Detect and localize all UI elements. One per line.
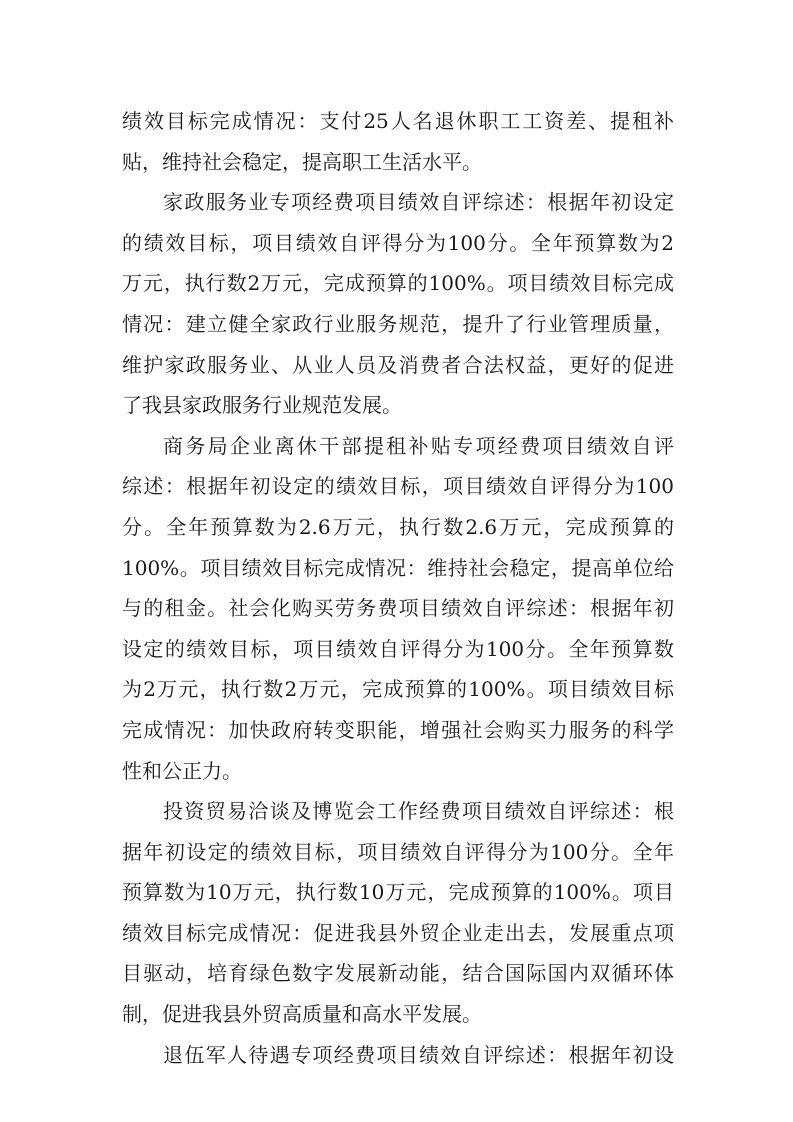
text-line: 绩效目标完成情况：支付25人名退休职工工资差、提租补	[122, 109, 674, 133]
text-line: 制，促进我县外贸高质量和高水平发展。	[122, 1002, 482, 1027]
text-line: 为2万元，执行数2万元，完成预算的100%。项目绩效目标	[122, 677, 674, 702]
text-line: 分。全年预算数为2.6万元，执行数2.6万元，完成预算的	[122, 514, 674, 539]
text-line: 性和公正力。	[122, 758, 242, 783]
text-line: 贴，维持社会稳定，提高职工生活水平。	[122, 149, 482, 174]
text-line: 退伍军人待遇专项经费项目绩效自评综述：根据年初设	[163, 1042, 674, 1067]
text-line: 100%。项目绩效目标完成情况：维持社会稳定，提高单位给	[122, 555, 674, 580]
text-line: 完成情况：加快政府转变职能，增强社会购买力服务的科学	[122, 717, 674, 742]
text-line: 家政服务业专项经费项目绩效自评综述：根据年初设定	[163, 190, 674, 215]
text-line: 维护家政服务业、从业人员及消费者合法权益，更好的促进	[122, 352, 674, 377]
text-line: 投资贸易洽谈及博览会工作经费项目绩效自评综述：根	[163, 799, 674, 824]
text-line: 目驱动，培育绿色数字发展新动能，结合国际国内双循环体	[122, 961, 674, 986]
text-line: 综述：根据年初设定的绩效目标，项目绩效自评得分为100	[122, 474, 674, 499]
text-line: 情况：建立健全家政行业服务规范，提升了行业管理质量，	[122, 311, 674, 336]
text-line: 了我县家政服务行业规范发展。	[122, 393, 402, 418]
text-line: 据年初设定的绩效目标，项目绩效自评得分为100分。全年	[122, 839, 674, 864]
text-line: 与的租金。社会化购买劳务费项目绩效自评综述：根据年初	[122, 596, 674, 621]
text-line: 商务局企业离休干部提租补贴专项经费项目绩效自评	[163, 433, 674, 458]
text-line: 设定的绩效目标，项目绩效自评得分为100分。全年预算数	[122, 636, 674, 661]
text-line: 预算数为10万元，执行数10万元，完成预算的100%。项目	[122, 880, 674, 905]
text-line: 的绩效目标，项目绩效自评得分为100分。全年预算数为2	[122, 230, 674, 255]
text-line: 万元，执行数2万元，完成预算的100%。项目绩效目标完成	[122, 271, 674, 296]
body-text	[122, 101, 674, 1075]
text-line: 绩效目标完成情况：促进我县外贸企业走出去，发展重点项	[122, 920, 674, 945]
